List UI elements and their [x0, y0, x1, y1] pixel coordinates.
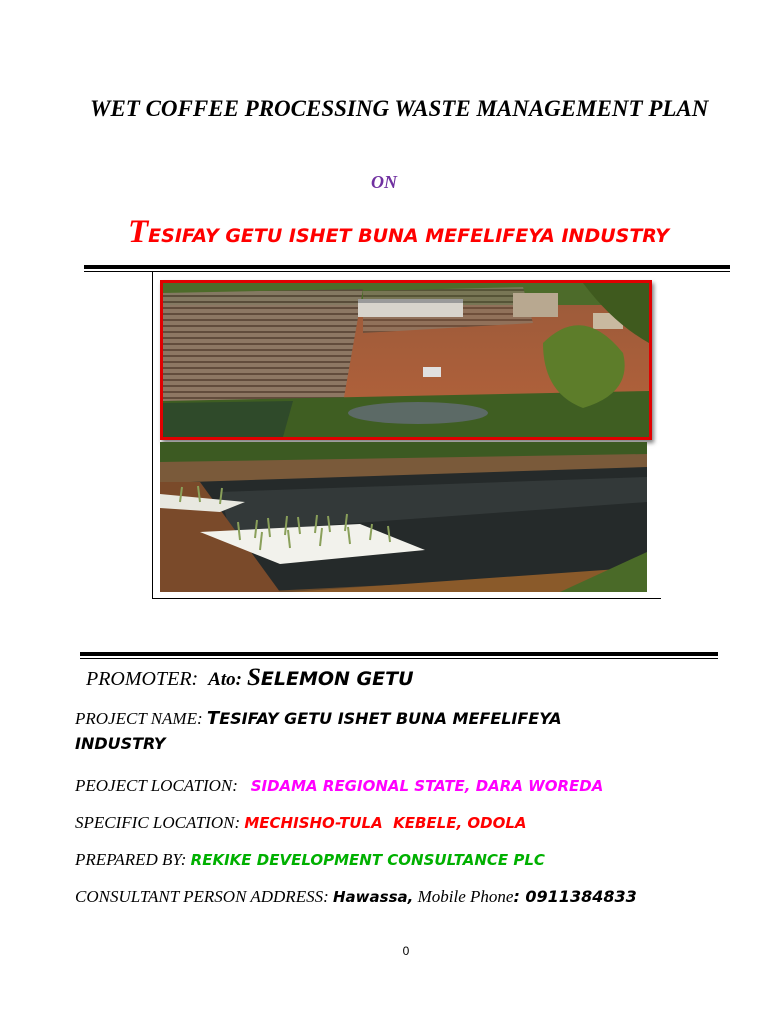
- project-name-rest: ESIFAY GETU ISHET BUNA MEFELIFEYA: [219, 709, 562, 728]
- mobile-phone-label: Mobile Phone: [417, 887, 514, 906]
- company-initial: T: [128, 214, 149, 250]
- middle-rule-thin: [80, 658, 718, 659]
- company-name-rest: ESIFAY GETU ISHET BUNA MEFELIFEYA INDUSTRY: [148, 225, 669, 247]
- promoter-name: [246, 664, 414, 691]
- specific-location-label: SPECIFIC LOCATION:: [75, 813, 241, 832]
- project-name-label: PROJECT NAME:: [75, 709, 203, 728]
- project-name-value: [207, 709, 562, 728]
- project-location-line: [75, 776, 603, 796]
- consultant-city: Hawassa,: [333, 888, 414, 906]
- coffee-processing-site-photo: [160, 280, 652, 440]
- company-name-heading: [128, 214, 669, 251]
- prepared-by-line: [75, 850, 545, 870]
- promoter-name-rest: ELEMON GETU: [260, 668, 414, 690]
- top-rule-thick: [84, 265, 730, 269]
- pond-photo-illustration: [160, 442, 647, 592]
- site-photo-illustration: [163, 283, 649, 437]
- promoter-name-initial: S: [246, 664, 261, 691]
- promoter-honorific: Ato:: [208, 669, 242, 690]
- project-name-line2: [75, 734, 166, 754]
- specific-location-value: MECHISHO-TULA KEBELE, ODOLA: [244, 814, 527, 832]
- wastewater-pond-photo: [160, 442, 647, 592]
- document-title: WET COFFEE PROCESSING WASTE MANAGEMENT PLAN: [90, 96, 709, 121]
- project-location-label: PEOJECT LOCATION:: [75, 776, 238, 795]
- page-number: 0: [402, 944, 410, 958]
- project-name-value-line2: INDUSTRY: [75, 734, 166, 753]
- consultant-address-label: CONSULTANT PERSON ADDRESS:: [75, 887, 329, 906]
- middle-rule-thick: [80, 652, 718, 656]
- project-name-initial: T: [206, 708, 220, 729]
- prepared-by-label: PREPARED BY:: [75, 850, 187, 869]
- mobile-phone-value: : 0911384833: [513, 887, 637, 906]
- on-label: ON: [371, 172, 397, 192]
- project-name-line: [75, 708, 562, 729]
- project-location-value: SIDAMA REGIONAL STATE, DARA WOREDA: [250, 777, 604, 795]
- prepared-by-value: REKIKE DEVELOPMENT CONSULTANCE PLC: [190, 851, 545, 869]
- specific-location-line: [75, 813, 527, 833]
- consultant-address-line: [75, 887, 637, 907]
- promoter-line: [86, 664, 414, 692]
- promoter-label: PROMOTER:: [86, 668, 199, 690]
